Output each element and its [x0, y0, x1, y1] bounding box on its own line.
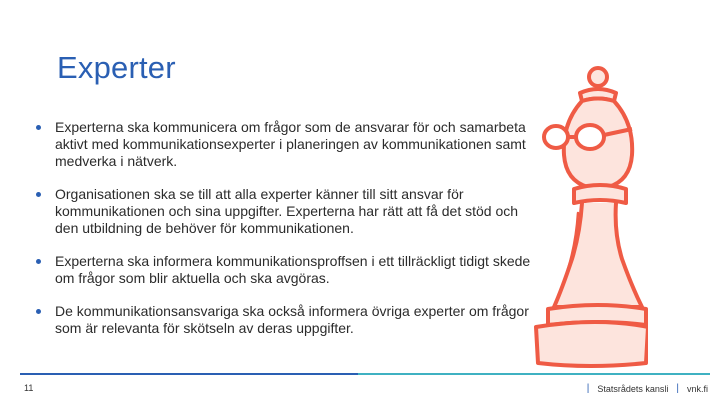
bullet-text: Organisationen ska se till att alla experter känner till sitt ansvar för kommunikationen och sina uppgifter. Experterna har rätt att få det stöd och den utbildning de behöver för kommunikationen. — [55, 186, 519, 236]
chess-pawn-with-glasses-icon — [528, 63, 648, 371]
bullet-text: De kommunikationsansvariga ska också informera övriga experter om frågor som är relevanta för skötseln av deras uppgifter. — [55, 303, 529, 336]
bullet-text: Experterna ska informera kommunikationsproffsen i ett tillräckligt tidigt skede om frågor som blir aktuella och ska avgöras. — [55, 253, 531, 286]
bullet-text: Experterna ska kommunicera om frågor som de ansvarar för och samarbeta aktivt med kommunikationsexperter i planeringen av kommunikationen samt medverka i nätverk. — [55, 119, 526, 169]
footer-separator: | — [676, 383, 679, 394]
footer-right — [587, 383, 708, 394]
bullet-item — [36, 186, 536, 237]
bullet-list — [36, 119, 536, 353]
page-number: 11 — [24, 383, 34, 393]
footer-site-link[interactable]: vnk.fi — [686, 383, 708, 394]
bullet-item — [36, 303, 536, 337]
slide-title: Experter — [57, 50, 176, 85]
footer-divider — [20, 373, 710, 375]
bullet-dot-icon — [36, 125, 41, 130]
bullet-item — [36, 253, 536, 287]
bullet-dot-icon — [36, 259, 41, 264]
bullet-dot-icon — [36, 309, 41, 314]
bullet-dot-icon — [36, 192, 41, 197]
footer-org: Statsrådets kansli — [597, 383, 669, 394]
footer-separator: | — [586, 383, 590, 394]
bullet-item — [36, 119, 536, 170]
